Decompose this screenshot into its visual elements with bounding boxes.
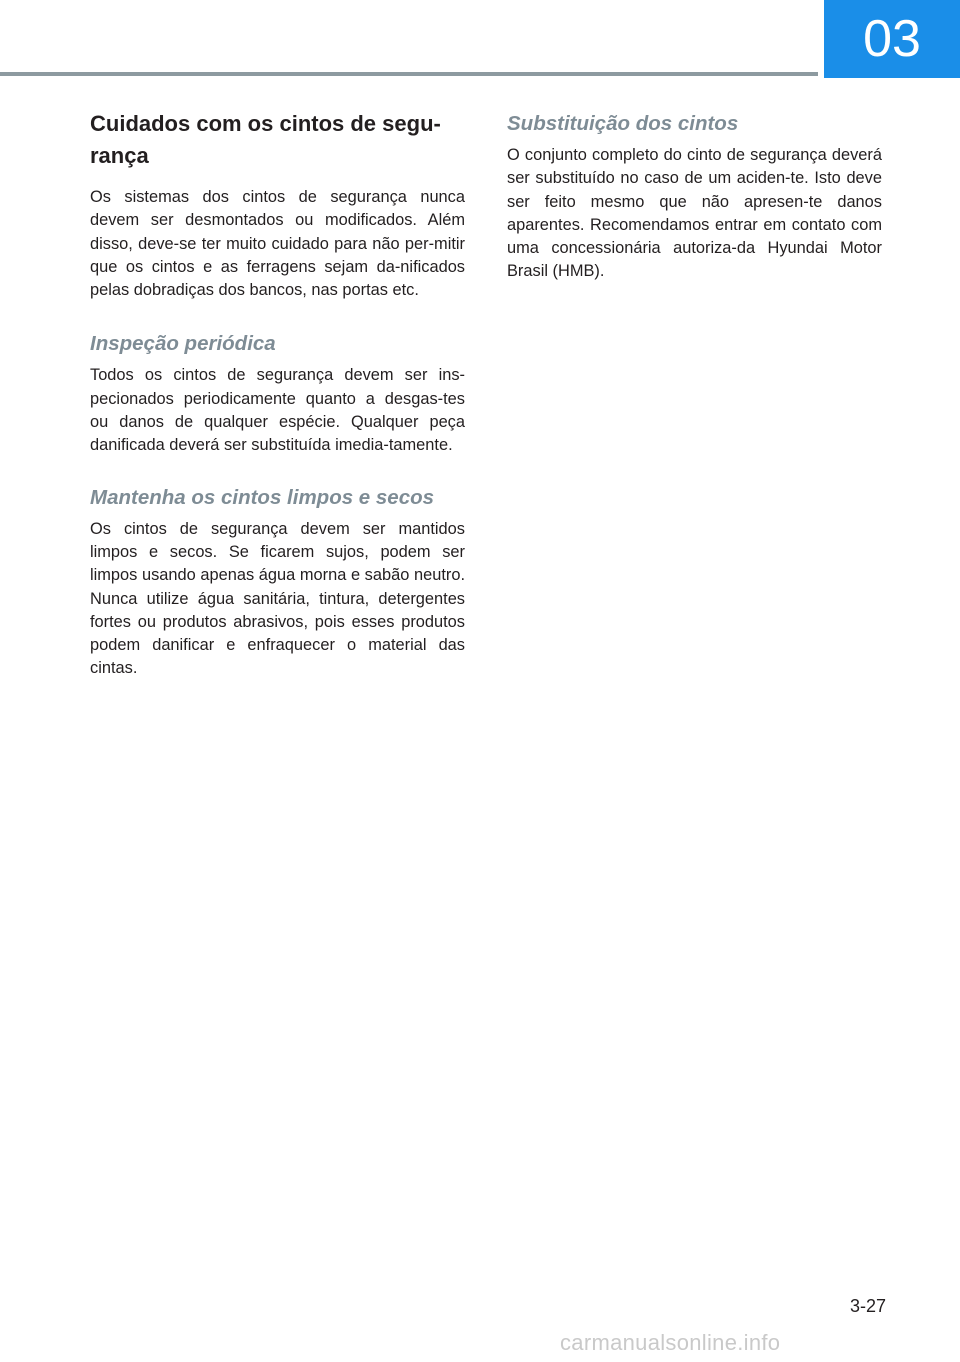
right-column: [507, 110, 882, 284]
watermark: carmanualsonline.info: [560, 1330, 781, 1355]
inspection-paragraph: Todos os cintos de segurança devem ser ins-pecionados periodicamente quanto a desgas-tes ou danos de qualquer espécie. Qualquer peça danificada deverá ser substituída imedia-tamente.: [90, 366, 465, 455]
chapter-tab: 03: [824, 0, 960, 78]
left-column: [90, 108, 465, 681]
replace-heading: Substituição dos cintos: [507, 112, 739, 135]
header-rule: [0, 72, 818, 76]
intro-paragraph: Os sistemas dos cintos de segurança nunca devem ser desmontados ou modificados. Além disso, deve-se ter muito cuidado para não per-mitir que os cintos e as ferragens sejam da-nificados pelas dobradiças dos bancos, nas portas etc.: [90, 188, 465, 300]
replace-paragraph: O conjunto completo do cinto de segurança deverá ser substituído no caso de um aciden-te. Isto deve ser feito mesmo que não apresen-te danos aparentes. Recomendamos entrar em contato com uma concessionária autoriza-da Hyundai Motor Brasil (HMB).: [507, 146, 882, 281]
clean-heading: Mantenha os cintos limpos e secos: [90, 485, 435, 509]
clean-paragraph: Os cintos de segurança devem ser mantidos limpos e secos. Se ficarem sujos, podem ser limpos usando apenas água morna e sabão neutro. Nunca utilize água sanitária, tintura, detergentes fortes ou produtos abrasivos, pois esses produtos podem danificar e enfraquecer o material das cintas.: [90, 519, 465, 678]
inspection-heading: Inspeção periódica: [90, 332, 276, 356]
page-number: 3-27: [849, 1296, 886, 1316]
section-title: Cuidados com os cintos de segu-rança: [90, 111, 441, 168]
